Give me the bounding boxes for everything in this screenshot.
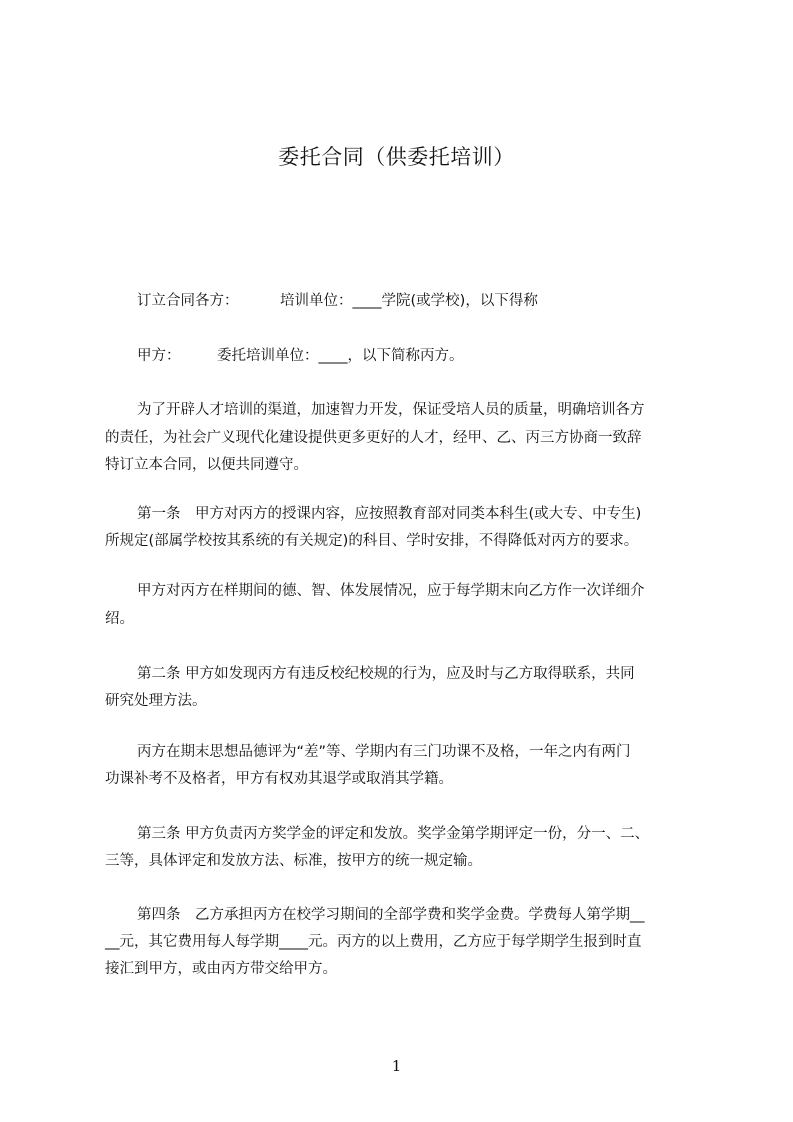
parties-label: 订立合同各方： bbox=[137, 293, 239, 309]
parties-text: 培训单位：____学院(或学校)，以下得称 bbox=[280, 293, 538, 309]
article-3-line: 第三条 甲方负责丙方奖学金的评定和发放。奖学金第学期评定一份，分一、二、 bbox=[137, 826, 650, 842]
party-a-label: 甲方： bbox=[137, 348, 181, 364]
article-4-line: 第四条 乙方承担丙方在校学习期间的全部学费和奖学金费。学费每人第学期__ bbox=[137, 907, 645, 923]
article-2-line: 第二条 甲方如发现丙方有违反校纪校规的行为，应及时与乙方取得联系，共同 bbox=[137, 666, 635, 682]
party-a-text: 委托培训单位：____，以下简称丙方。 bbox=[217, 348, 464, 364]
document-title: 委托合同（供委托培训） bbox=[278, 145, 515, 169]
preamble-line: 为了开辟人才培训的渠道，加速智力开发，保证受培人员的质量，明确培训各方 bbox=[137, 402, 645, 418]
page-number: 1 bbox=[391, 1057, 402, 1075]
article-1b-line: 甲方对丙方在样期间的德、智、体发展情况，应于每学期末向乙方作一次详细介 bbox=[137, 583, 645, 599]
article-2-line: 研究处理方法。 bbox=[105, 693, 207, 709]
article-3-line: 三等，具体评定和发放方法、标准，按甲方的统一规定输。 bbox=[105, 853, 482, 869]
article-1-line: 所规定(部属学校按其系统的有关规定)的科目、学时安排，不得降低对丙方的要求。 bbox=[105, 533, 639, 549]
preamble-line: 特订立本合同，以便共同遵守。 bbox=[105, 457, 308, 473]
article-2b-line: 丙方在期末思想品德评为“差”等、学期内有三门功课不及格，一年之内有两门 bbox=[137, 744, 631, 760]
article-1-line: 第一条 甲方对丙方的授课内容，应按照教育部对同类本科生(或大专、中专生) bbox=[137, 506, 642, 522]
preamble-line: 的责任，为社会广义现代化建设提供更多更好的人才，经甲、乙、丙三方协商一致辞 bbox=[105, 430, 642, 446]
article-2b-line: 功课补考不及格者，甲方有权劝其退学或取消其学籍。 bbox=[105, 771, 453, 787]
article-4-line: 接汇到甲方，或由丙方带交给甲方。 bbox=[105, 961, 337, 977]
article-1b-line: 绍。 bbox=[105, 611, 134, 627]
article-4-line: __元，其它费用每人每学期____元。丙方的以上费用，乙方应于每学期学生报到时直 bbox=[105, 934, 642, 950]
